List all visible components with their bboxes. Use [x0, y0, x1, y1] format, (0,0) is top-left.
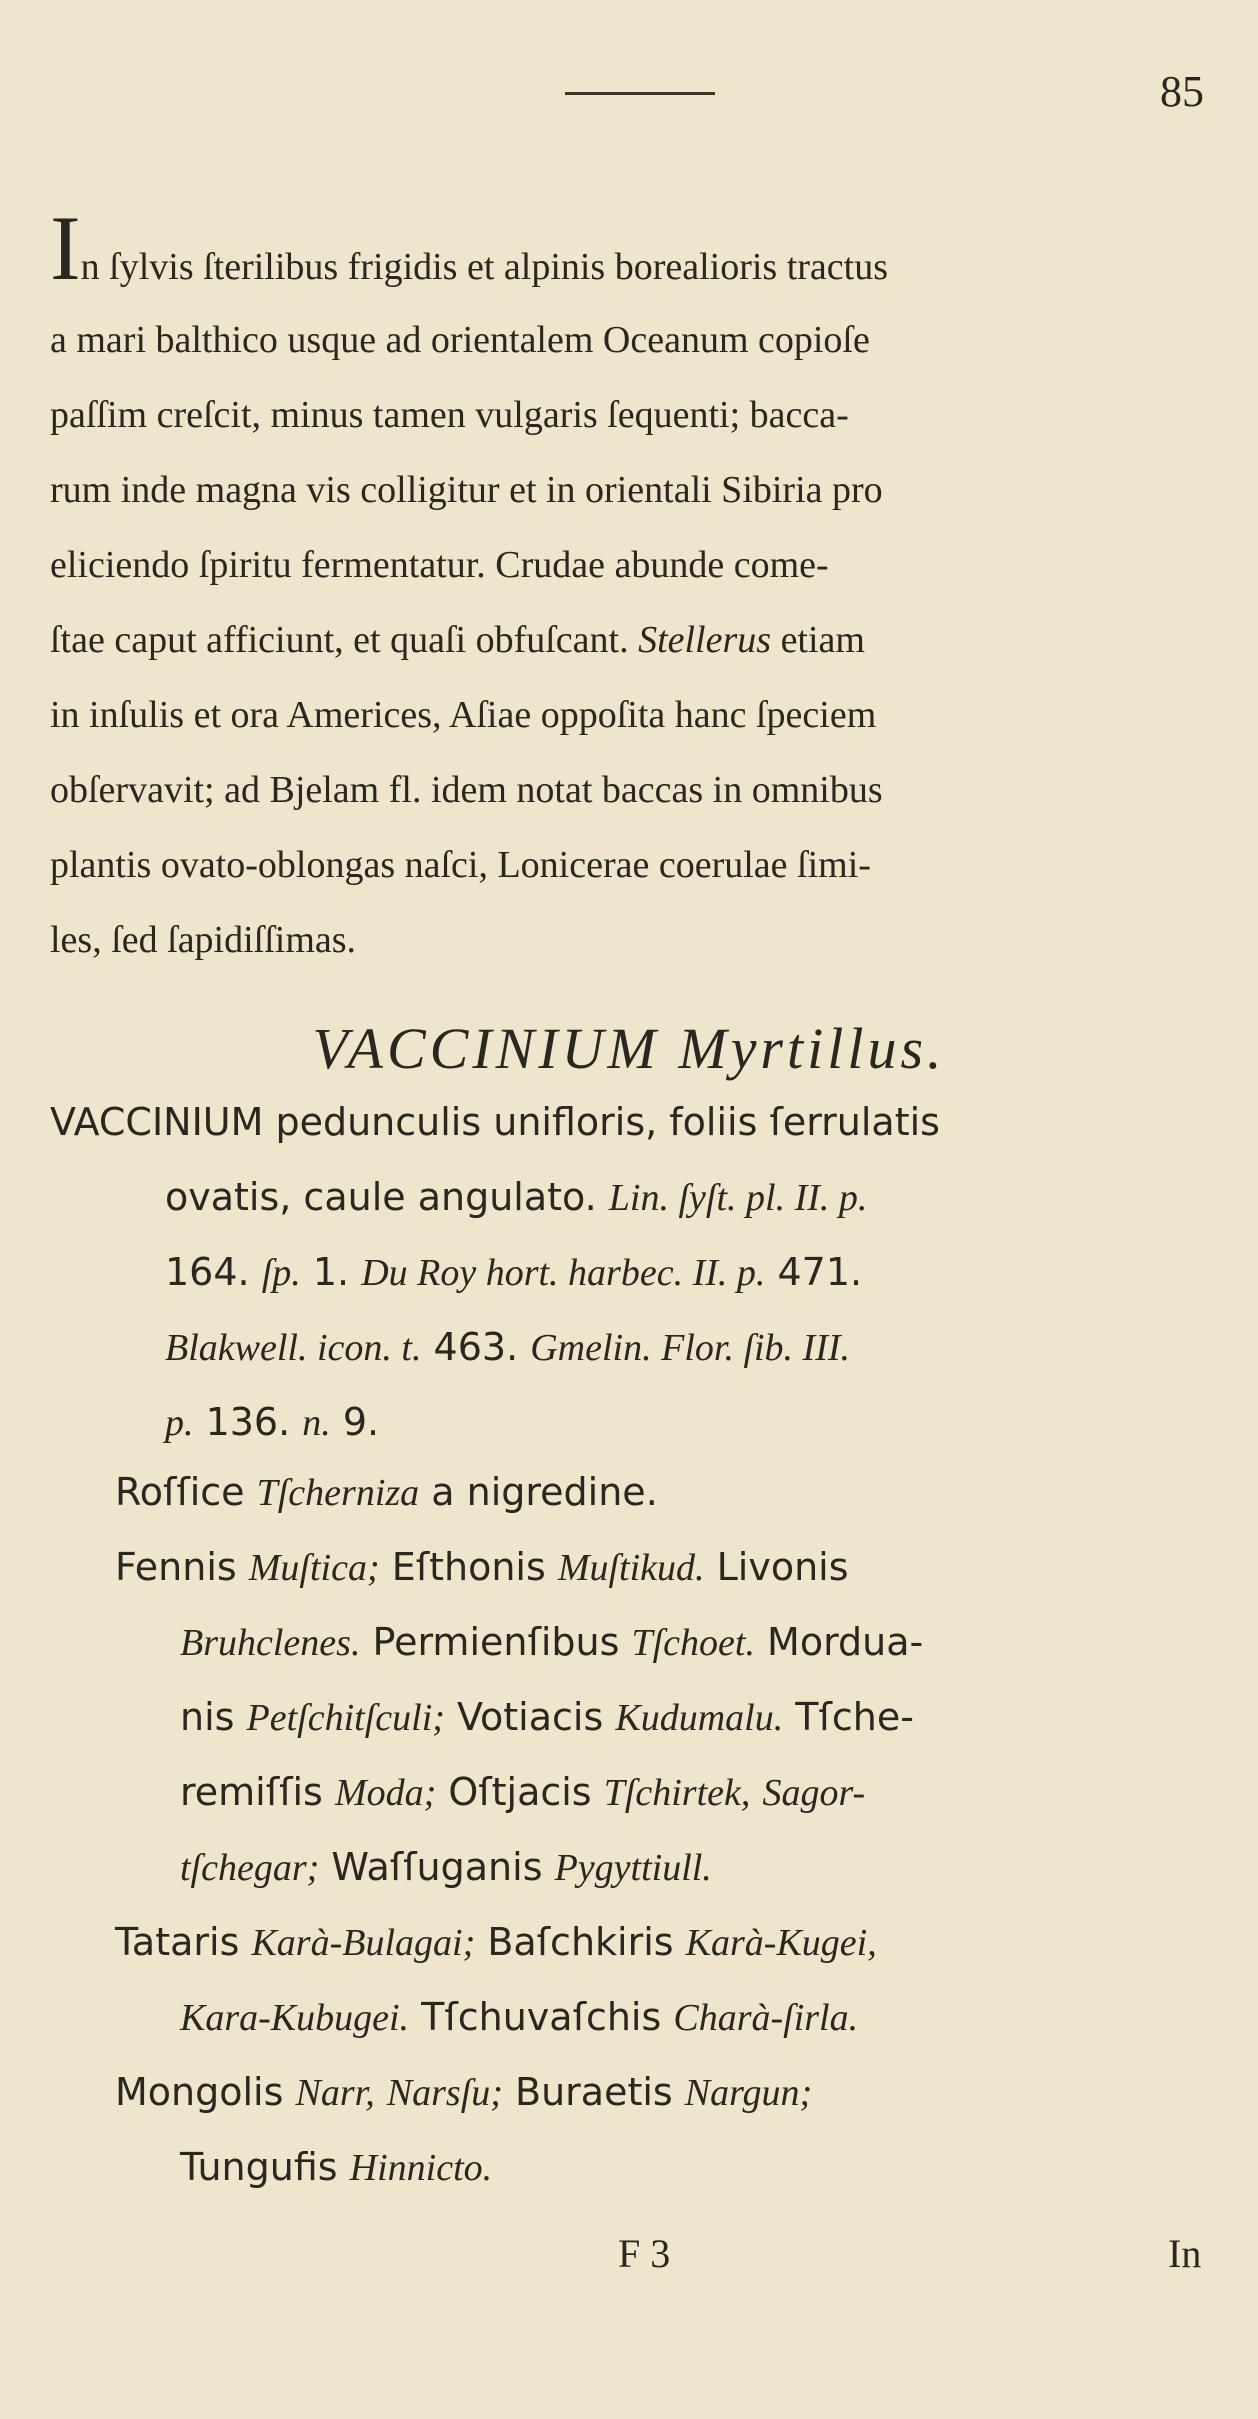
italic-text: Moda; [334, 1772, 437, 1814]
description-line [50, 1235, 1230, 1310]
text-run: paſſim creſcit, minus tamen vulgaris ſequenti; bacca- [50, 394, 849, 436]
catchword: In [1168, 2231, 1202, 2276]
text-run: nis [180, 1695, 247, 1739]
italic-text: Karà-Bulagai; [251, 1922, 476, 1964]
text-run: Votiacis [444, 1695, 616, 1739]
italic-text: Du Roy hort. harbec. II. p. [361, 1252, 766, 1294]
italic-text: Petſchitſculi; [246, 1697, 445, 1739]
italic-text: Muſtica; [248, 1547, 380, 1589]
text-run: 1. [300, 1250, 362, 1294]
text-run: eliciendo ſpiritu fermentatur. Crudae abunde come- [50, 544, 829, 586]
text-run: Waſſuganis [319, 1845, 555, 1889]
italic-text: Bruhclenes. [180, 1622, 361, 1664]
names-line [115, 1530, 1258, 1605]
italic-text: tſchegar; [180, 1847, 320, 1889]
text-run: remiſſis [180, 1770, 335, 1814]
names-line [115, 1455, 1258, 1530]
names-line [115, 1830, 1258, 1905]
text-run: Mongolis [115, 2070, 296, 2114]
description-line [50, 1385, 1230, 1460]
text-run: a nigredine. [419, 1470, 658, 1514]
text-run: etiam [771, 619, 865, 661]
text-line [50, 197, 1220, 303]
italic-text: Lin. ſyſt. pl. II. p. [608, 1177, 868, 1219]
text-line [50, 753, 1220, 828]
text-line [50, 828, 1220, 903]
text-run: Eſthonis [379, 1545, 558, 1589]
text-run [750, 1770, 762, 1814]
text-run: 136. [193, 1400, 303, 1444]
names-line [115, 1980, 1258, 2055]
names-line [115, 1755, 1258, 1830]
intro-paragraph [50, 197, 1220, 978]
text-run: Buraetis [502, 2070, 685, 2114]
text-run: n ſylvis ſterilibus frigidis et alpinis borealioris tractus [80, 246, 889, 288]
italic-text: n. [302, 1402, 331, 1444]
text-run: Permienſibus [360, 1620, 632, 1664]
text-run: Fennis [115, 1545, 249, 1589]
text-run: 463. [421, 1325, 531, 1369]
text-run: Tſche- [783, 1695, 914, 1739]
text-run: a mari balthico usque ad orientalem Oceanum copioſe [50, 319, 870, 361]
italic-text: Tſchoet. [631, 1622, 755, 1664]
names-line [115, 2130, 1258, 2205]
text-run: Baſchkiris [475, 1920, 686, 1964]
text-line [50, 528, 1220, 603]
italic-text: Tſcherniza [256, 1472, 420, 1514]
text-line [50, 303, 1220, 378]
text-run: Tataris [115, 1920, 252, 1964]
text-run: in inſulis et ora Americes, Aſiae oppoſita hanc ſpeciem [50, 694, 877, 736]
signature-mark: F 3 [618, 2231, 671, 2276]
text-run: Roſſice [115, 1470, 257, 1514]
italic-text: Hinnicto. [349, 2147, 493, 2189]
text-run: 471. [765, 1250, 863, 1294]
text-run: Tungufis [180, 2145, 350, 2189]
italic-text: Stellerus [638, 619, 772, 661]
italic-text: Pygyttiull. [554, 1847, 712, 1889]
italic-text: Sagor- [762, 1772, 866, 1814]
text-run: Tſchuvaſchis [409, 1995, 674, 2039]
names-line [115, 1605, 1258, 1680]
page-number: 85 [1160, 67, 1204, 116]
text-run: 9. [330, 1400, 380, 1444]
species-description [50, 1085, 1230, 1460]
italic-text: ſp. [261, 1252, 301, 1294]
text-run [375, 2070, 387, 2114]
description-line [50, 1085, 1230, 1160]
text-run: obſervavit; ad Bjelam fl. idem notat baccas in omnibus [50, 769, 883, 811]
text-run: les, ſed ſapidiſſimas. [50, 919, 357, 961]
italic-text: Narsſu; [386, 2072, 503, 2114]
text-line [50, 378, 1220, 453]
header-rule [565, 92, 715, 95]
italic-text: Charà-ſirla. [673, 1997, 859, 2039]
description-line [50, 1160, 1230, 1235]
text-run: ſtae caput afficiunt, et quaſi obfuſcant. [50, 619, 639, 661]
text-line [50, 678, 1220, 753]
italic-text: p. [165, 1402, 194, 1444]
text-run: ovatis, caule angulato. [165, 1175, 609, 1219]
text-run: 164. [165, 1250, 262, 1294]
names-line [115, 1680, 1258, 1755]
italic-text: Narr, [295, 2072, 375, 2114]
italic-text: Blakwell. icon. t. [165, 1327, 422, 1369]
names-line [115, 1905, 1258, 1980]
text-run: plantis ovato-oblongas naſci, Lonicerae coerulae ſimi- [50, 844, 871, 886]
text-line [50, 903, 1220, 978]
text-run: Oſtjacis [436, 1770, 604, 1814]
text-line [50, 603, 1220, 678]
text-run: Livonis [704, 1545, 849, 1589]
italic-text: Gmelin. Flor. ſib. III. [530, 1327, 851, 1369]
section-title: VACCINIUM Myrtillus. [312, 1016, 946, 1081]
italic-text: Kara-Kubugei. [180, 1997, 410, 2039]
text-run: VACCINIUM pedunculis unifloris, foliis ſerrulatis [50, 1100, 940, 1144]
text-line [50, 453, 1220, 528]
italic-text: Karà-Kugei, [685, 1922, 877, 1964]
italic-text: Muſtikud. [557, 1547, 705, 1589]
description-line [50, 1310, 1230, 1385]
text-run: rum inde magna vis colligitur et in orientali Sibiria pro [50, 469, 883, 511]
text-run: Mordua- [754, 1620, 924, 1664]
drop-cap: I [50, 197, 81, 299]
italic-text: Tſchirtek, [603, 1772, 751, 1814]
names-line [115, 2055, 1258, 2130]
italic-text: Nargun; [684, 2072, 813, 2114]
vernacular-names [50, 1455, 1258, 2205]
italic-text: Kudumalu. [615, 1697, 784, 1739]
